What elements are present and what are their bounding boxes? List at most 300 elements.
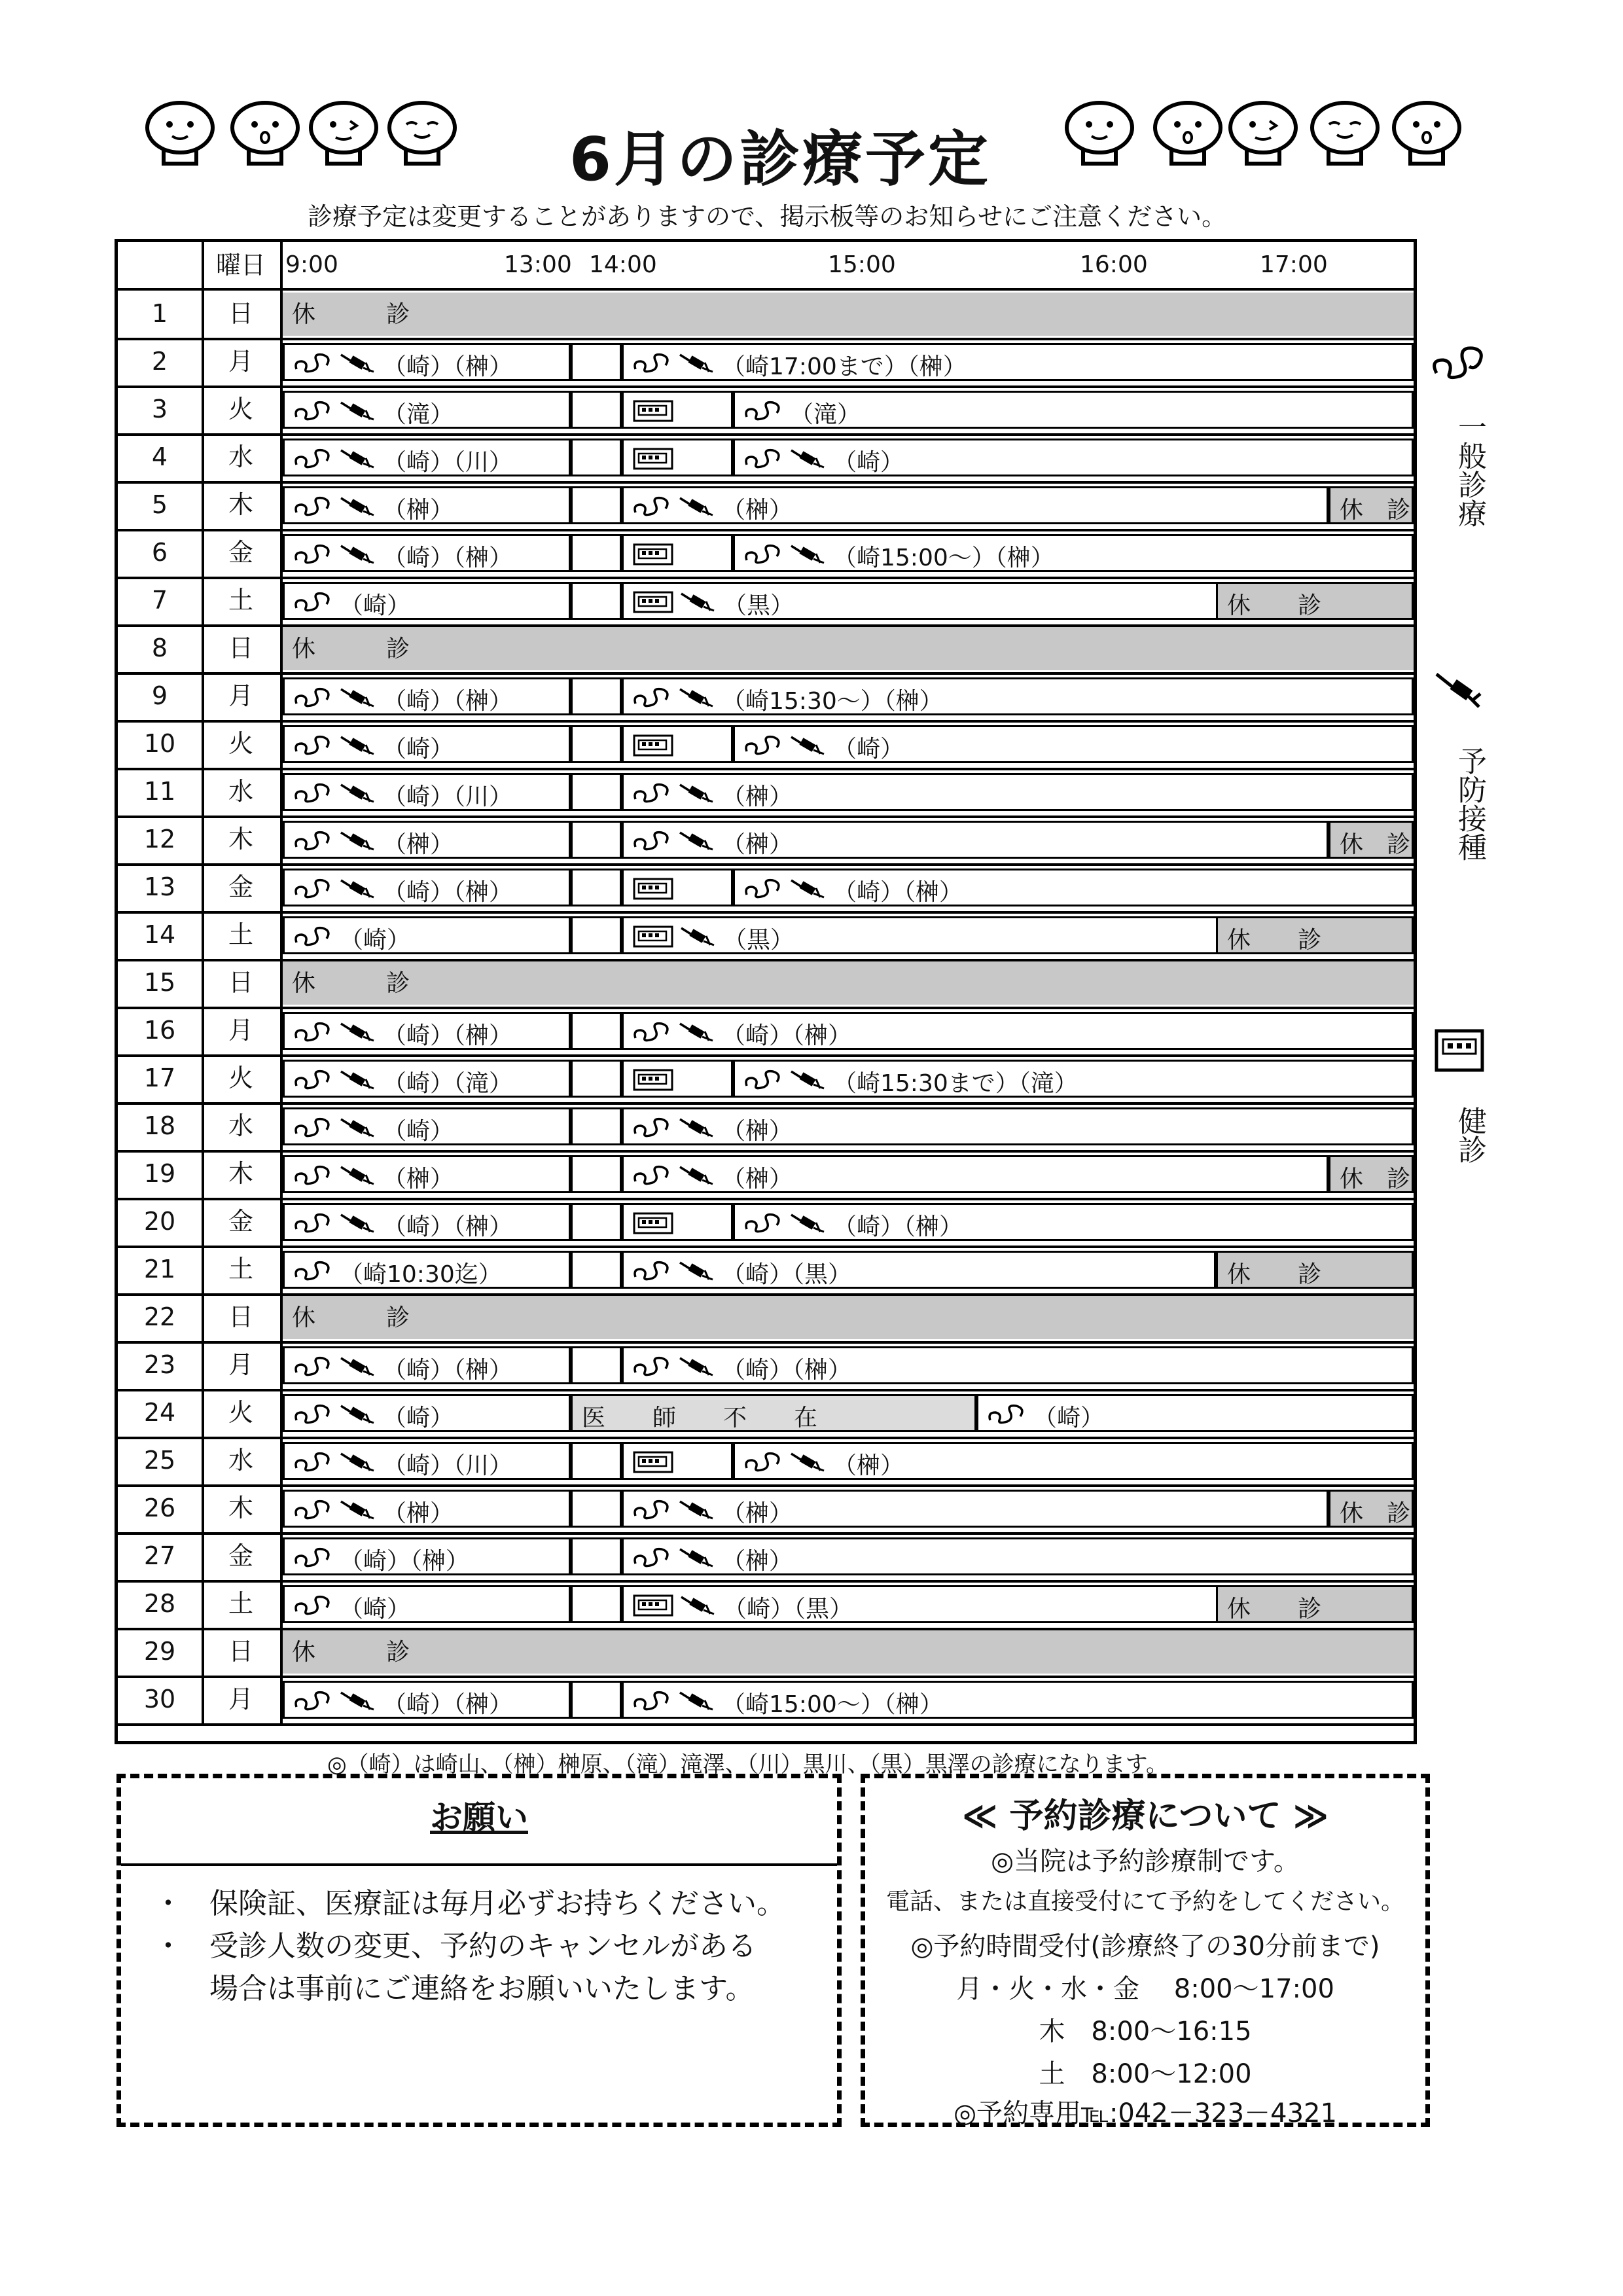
cell-text: 休 診 — [292, 1304, 410, 1331]
header-time: 15:00 — [828, 251, 896, 278]
stethoscope-icon — [294, 493, 333, 524]
day-number: 25 — [143, 1446, 176, 1475]
stethoscope-icon — [633, 685, 672, 715]
cell-text: （崎）（榊） — [722, 1357, 852, 1384]
weekday: 火 — [228, 1398, 253, 1427]
header-time: 13:00 — [504, 251, 572, 278]
syringe-icon — [679, 685, 715, 715]
cell-text: 休 診 — [1340, 831, 1411, 858]
am-cell — [283, 1394, 571, 1432]
cell-text: （崎）（榊） — [383, 688, 513, 715]
cell-text: （崎）（榊） — [833, 1213, 963, 1240]
stethoscope-icon — [633, 1019, 672, 1050]
day-number: 26 — [143, 1494, 176, 1522]
syringe-icon — [340, 1067, 376, 1098]
pm-cell — [622, 1012, 1414, 1050]
cell-text: （崎） — [383, 1118, 454, 1145]
syringe-icon — [340, 493, 376, 524]
day-number: 13 — [143, 872, 176, 901]
table-row — [118, 290, 1414, 338]
table-row — [118, 768, 1414, 816]
day-number: 1 — [151, 299, 168, 328]
request-item: 保険証、医療証は毎月必ずお持ちください。 — [209, 1887, 785, 1920]
closed-end-cell — [1216, 582, 1414, 620]
am-cell — [283, 1107, 571, 1145]
syringe-icon — [790, 1067, 827, 1098]
cell-text: （黒） — [723, 927, 794, 954]
cell-text: （崎）（榊） — [383, 1213, 513, 1240]
weekday: 土 — [228, 586, 253, 615]
table-row — [118, 577, 1414, 624]
table-row — [118, 1246, 1414, 1293]
stethoscope-icon — [744, 446, 783, 476]
cell-text: 医 師 不 在 — [582, 1405, 818, 1431]
day-number: 24 — [143, 1398, 176, 1427]
syringe-icon — [679, 1162, 715, 1193]
header-day: 曜日 — [215, 251, 266, 279]
weekday: 水 — [228, 1111, 253, 1140]
face-icon — [141, 98, 219, 170]
stethoscope-icon — [294, 589, 333, 620]
stethoscope-icon — [294, 1258, 333, 1289]
gap-cell — [571, 391, 622, 429]
cell-text: （崎）（榊） — [833, 879, 963, 906]
syringe-icon — [679, 350, 715, 381]
cell-text: 休 診 — [1340, 497, 1411, 524]
schedule-table — [115, 239, 1417, 1744]
syringe-icon — [340, 828, 376, 859]
syringe-icon — [340, 541, 376, 572]
checkup-cell — [622, 391, 733, 429]
pm-cell — [733, 534, 1414, 572]
checkup-icon — [633, 446, 673, 476]
checkup-icon — [633, 1449, 673, 1480]
pm-cell — [622, 773, 1414, 811]
syringe-icon — [340, 1115, 376, 1145]
weekday: 日 — [228, 1637, 253, 1666]
pm-cell — [733, 1203, 1414, 1241]
table-row — [118, 863, 1414, 911]
cell-text: （榊） — [722, 1500, 793, 1527]
weekday: 金 — [228, 1541, 253, 1570]
table-row — [118, 1437, 1414, 1484]
checkup-icon — [633, 924, 673, 954]
stethoscope-icon — [294, 1592, 333, 1623]
syringe-icon — [340, 1688, 376, 1719]
gap-cell — [571, 1681, 622, 1719]
table-row — [118, 1580, 1414, 1628]
day-number: 4 — [151, 442, 168, 471]
weekday: 火 — [228, 395, 253, 423]
stethoscope-icon — [744, 1449, 783, 1480]
syringe-icon — [790, 1449, 827, 1480]
face-icon — [1149, 98, 1227, 170]
gap-cell — [571, 1107, 622, 1145]
stethoscope-icon — [294, 732, 333, 763]
cell-text: （榊） — [722, 831, 793, 858]
table-row — [118, 816, 1414, 863]
table-row — [118, 911, 1414, 959]
weekday: 木 — [228, 1494, 253, 1522]
pm-cell — [622, 677, 1414, 715]
header-time: 9:00 — [285, 251, 338, 278]
weekday: 日 — [228, 1302, 253, 1331]
cell-text: （榊） — [383, 831, 454, 858]
day-number: 23 — [143, 1350, 176, 1379]
stethoscope-icon — [633, 1545, 672, 1575]
pm-cell — [622, 343, 1414, 381]
syringe-icon — [790, 1210, 827, 1241]
weekday: 金 — [228, 1207, 253, 1236]
checkup-icon — [633, 876, 673, 906]
day-number: 15 — [143, 968, 176, 997]
day-number: 22 — [143, 1302, 176, 1331]
day-number: 10 — [143, 729, 176, 758]
stethoscope-icon — [744, 732, 783, 763]
day-number: 9 — [151, 681, 168, 710]
table-row — [118, 481, 1414, 529]
legend-general: 一般診療 — [1453, 412, 1486, 528]
stethoscope-icon — [294, 1401, 333, 1432]
reservation-line: ◎予約専用℡:042－323－4321 — [954, 2098, 1337, 2128]
page-title: 6月の診療予定 — [569, 124, 991, 194]
day-number: 8 — [151, 634, 168, 662]
pm-cell — [622, 1155, 1329, 1193]
weekday: 日 — [228, 968, 253, 997]
cell-text: （榊） — [722, 783, 793, 810]
cell-text: （崎15:30まで）（滝） — [833, 1070, 1078, 1097]
syringe-icon — [679, 1688, 715, 1719]
gap-cell — [571, 1537, 622, 1575]
gap-cell — [571, 486, 622, 524]
am-cell — [283, 821, 571, 859]
cell-text: （崎）（黒） — [722, 1261, 852, 1288]
gap-cell — [571, 439, 622, 476]
closed-end-cell — [1329, 1155, 1414, 1193]
cell-text: 休 診 — [1227, 592, 1322, 619]
stethoscope-icon — [294, 685, 333, 715]
weekday: 日 — [228, 634, 253, 662]
face-icon — [1224, 98, 1302, 170]
syringe-icon — [1433, 668, 1486, 713]
cell-text: 休 診 — [292, 1639, 410, 1666]
gap-cell — [571, 869, 622, 906]
closed-end-cell — [1216, 1585, 1414, 1623]
table-row — [118, 1389, 1414, 1437]
reservation-line: ◎予約時間受付(診療終了の30分前まで) — [910, 1931, 1380, 1962]
checkup-icon — [633, 732, 673, 763]
weekday: 月 — [228, 1685, 253, 1713]
day-number: 29 — [143, 1637, 176, 1666]
cell-text: （崎15:30～）（榊） — [722, 688, 943, 715]
weekday: 水 — [228, 1446, 253, 1475]
face-icon — [226, 98, 304, 170]
stethoscope-icon — [294, 446, 333, 476]
weekday: 月 — [228, 1016, 253, 1045]
day-number: 2 — [151, 347, 168, 376]
table-row — [118, 720, 1414, 768]
cell-text: （崎）（榊） — [383, 879, 513, 906]
table-row — [118, 1484, 1414, 1532]
stethoscope-icon — [744, 398, 783, 429]
bullet: ・ — [154, 1929, 183, 1963]
weekday: 月 — [228, 681, 253, 710]
table-row — [118, 1676, 1414, 1723]
stethoscope-icon — [294, 1449, 333, 1480]
pm-cell — [622, 1681, 1414, 1719]
table-row — [118, 624, 1414, 672]
pm-cell — [733, 1442, 1414, 1480]
stethoscope-icon — [294, 1067, 333, 1098]
cell-text: （崎）（榊） — [383, 1022, 513, 1049]
weekday: 月 — [228, 1350, 253, 1379]
am-cell — [283, 1442, 571, 1480]
gap-cell — [571, 1060, 622, 1098]
weekday: 土 — [228, 1255, 253, 1283]
syringe-icon — [340, 1210, 376, 1241]
syringe-icon — [340, 685, 376, 715]
cell-text: （崎）（榊） — [383, 545, 513, 571]
cell-text: （榊） — [722, 1166, 793, 1193]
stethoscope-icon — [633, 350, 672, 381]
cell-text: （崎） — [1033, 1405, 1105, 1431]
face-icon — [1387, 98, 1466, 170]
cell-text: （滝） — [790, 401, 861, 428]
subtitle: 診療予定は変更することがありますので、掲示板等のお知らせにご注意ください。 — [308, 202, 1227, 231]
cell-text: （黒） — [723, 592, 794, 619]
stethoscope-icon — [988, 1401, 1027, 1432]
day-number: 14 — [143, 920, 176, 949]
weekday: 火 — [228, 1064, 253, 1092]
day-number: 3 — [151, 395, 168, 423]
cell-text: （滝） — [383, 401, 454, 428]
legend-checkup: 健診 — [1453, 1106, 1486, 1164]
pm-cell — [622, 1346, 1414, 1384]
reservation-line: 木 8:00～16:15 — [1039, 2017, 1252, 2047]
gap-cell — [571, 821, 622, 859]
reservation-box — [861, 1774, 1430, 2127]
syringe-icon — [679, 1354, 715, 1384]
day-number: 20 — [143, 1207, 176, 1236]
header-num — [118, 242, 202, 290]
cell-text: （崎）（榊） — [340, 1548, 470, 1575]
syringe-icon — [790, 732, 827, 763]
checkup-cell — [622, 439, 733, 476]
cell-text: （榊） — [722, 1118, 793, 1145]
request-box — [116, 1774, 842, 2127]
face-icon — [1306, 98, 1384, 170]
pm-cell — [622, 1490, 1329, 1528]
checkup-icon — [1433, 1028, 1486, 1073]
syringe-icon — [679, 1545, 715, 1575]
header-row — [118, 242, 1414, 288]
syringe-icon — [340, 350, 376, 381]
cell-text: （榊） — [383, 497, 454, 524]
checkup-cell — [622, 725, 733, 763]
closed-cell — [283, 961, 1414, 1005]
syringe-icon — [340, 876, 376, 906]
cell-text: 休 診 — [292, 636, 410, 662]
stethoscope-icon — [1430, 340, 1489, 386]
syringe-icon — [679, 1258, 715, 1289]
am-cell — [283, 869, 571, 906]
gap-cell — [571, 343, 622, 381]
closed-cell — [283, 627, 1414, 670]
header-time: 17:00 — [1260, 251, 1328, 278]
day-number: 18 — [143, 1111, 176, 1140]
checkup-cell — [622, 1442, 733, 1480]
am-cell — [283, 1203, 571, 1241]
day-number: 21 — [143, 1255, 176, 1283]
am-cell — [283, 1346, 571, 1384]
closed-end-cell — [1216, 916, 1414, 954]
pm-cell — [622, 1251, 1216, 1289]
weekday: 水 — [228, 777, 253, 806]
stethoscope-icon — [294, 1688, 333, 1719]
request-heading: お願い — [430, 1799, 528, 1837]
legend-vaccine: 予防接種 — [1453, 746, 1486, 861]
am-cell — [283, 439, 571, 476]
pm-cell — [622, 1107, 1414, 1145]
cell-text: （崎15:00～）（榊） — [722, 1691, 943, 1718]
pm-cell — [733, 869, 1414, 906]
syringe-icon — [340, 1449, 376, 1480]
weekday: 土 — [228, 920, 253, 949]
gap-cell — [571, 1346, 622, 1384]
cell-text: 休 診 — [1340, 1166, 1411, 1193]
checkup-cell — [622, 534, 733, 572]
request-item: 受診人数の変更、予約のキャンセルがある — [209, 1929, 757, 1963]
stethoscope-icon — [294, 1162, 333, 1193]
table-row — [118, 1102, 1414, 1150]
table-row — [118, 1007, 1414, 1054]
cell-text: （崎）（滝） — [383, 1070, 513, 1097]
am-cell — [283, 486, 571, 524]
cell-text: （崎）（黒） — [723, 1596, 853, 1623]
stethoscope-icon — [294, 1497, 333, 1528]
cell-text: （崎）（榊） — [383, 1357, 513, 1384]
syringe-icon — [340, 780, 376, 811]
cell-text: （崎）（川） — [383, 1452, 513, 1479]
cell-text: （榊） — [833, 1452, 904, 1479]
checkup-icon — [633, 1592, 673, 1623]
closed-end-cell — [1329, 821, 1414, 859]
stethoscope-icon — [294, 541, 333, 572]
checkup-icon — [633, 398, 673, 429]
pm-cell — [733, 1060, 1414, 1098]
gap-cell — [571, 773, 622, 811]
table-row — [118, 1532, 1414, 1580]
stethoscope-icon — [633, 1354, 672, 1384]
day-number: 5 — [151, 490, 168, 519]
day-number: 17 — [143, 1064, 176, 1092]
stethoscope-icon — [633, 780, 672, 811]
weekday: 金 — [228, 872, 253, 901]
pm-cell — [733, 725, 1414, 763]
cell-text: （崎17:00まで）（榊） — [722, 353, 967, 380]
checkup-icon — [633, 541, 673, 572]
syringe-icon — [790, 446, 827, 476]
cell-text: （崎）（榊） — [383, 353, 513, 380]
cell-text: （崎）（川） — [383, 783, 513, 810]
cell-text: （榊） — [383, 1500, 454, 1527]
am-cell — [283, 1060, 571, 1098]
table-row — [118, 1628, 1414, 1676]
stethoscope-icon — [294, 780, 333, 811]
weekday: 土 — [228, 1589, 253, 1618]
table-row — [118, 433, 1414, 481]
stethoscope-icon — [744, 1210, 783, 1241]
table-row — [118, 1341, 1414, 1389]
table-row — [118, 1054, 1414, 1102]
stethoscope-icon — [294, 1354, 333, 1384]
syringe-icon — [340, 1497, 376, 1528]
stethoscope-icon — [294, 1545, 333, 1575]
closed-cell — [283, 1296, 1414, 1339]
syringe-icon — [679, 828, 715, 859]
day-number: 30 — [143, 1685, 176, 1713]
table-row — [118, 1198, 1414, 1246]
footnote: ◎（崎）は崎山、（榊）榊原、（滝）滝澤、（川）黒川、（黒）黒澤の診療になります。 — [327, 1751, 1168, 1778]
reservation-line: 電話、または直接受付にて予約をしてください。 — [885, 1888, 1404, 1915]
stethoscope-icon — [294, 1210, 333, 1241]
am-cell — [283, 1490, 571, 1528]
stethoscope-icon — [633, 1497, 672, 1528]
stethoscope-icon — [633, 1258, 672, 1289]
gap-cell — [571, 1442, 622, 1480]
closed-end-cell — [1329, 486, 1414, 524]
face-icon — [383, 98, 461, 170]
gap-cell — [571, 725, 622, 763]
gap-cell — [571, 1155, 622, 1193]
checkup-icon — [633, 589, 673, 620]
day-number: 28 — [143, 1589, 176, 1618]
stethoscope-icon — [633, 493, 672, 524]
weekday: 木 — [228, 825, 253, 853]
pm-cell — [622, 821, 1329, 859]
cell-text: （崎） — [340, 592, 411, 619]
table-row — [118, 959, 1414, 1007]
am-cell — [283, 1585, 571, 1623]
gap-cell — [571, 1585, 622, 1623]
stethoscope-icon — [633, 1688, 672, 1719]
syringe-icon — [679, 1497, 715, 1528]
syringe-icon — [340, 398, 376, 429]
day-number: 27 — [143, 1541, 176, 1570]
syringe-icon — [679, 493, 715, 524]
reservation-line: 月・火・水・金 8:00～17:00 — [956, 1974, 1334, 2004]
am-cell — [283, 773, 571, 811]
header-time: 16:00 — [1080, 251, 1148, 278]
am-cell — [283, 534, 571, 572]
cell-text: 休 診 — [1227, 1261, 1322, 1288]
cell-text: （崎） — [383, 1405, 454, 1431]
pm-cell — [976, 1394, 1414, 1432]
bullet: ・ — [154, 1887, 183, 1920]
day-number: 19 — [143, 1159, 176, 1188]
am-cell — [283, 1681, 571, 1719]
stethoscope-icon — [294, 876, 333, 906]
header-time: 14:00 — [589, 251, 657, 278]
reservation-line: 土 8:00～12:00 — [1039, 2059, 1252, 2089]
syringe-icon — [679, 1115, 715, 1145]
gap-cell — [571, 1251, 622, 1289]
syringe-icon — [340, 1162, 376, 1193]
cell-text: （崎）（川） — [383, 449, 513, 476]
weekday: 金 — [228, 538, 253, 567]
cell-text: （崎） — [340, 927, 411, 954]
am-cell — [283, 343, 571, 381]
